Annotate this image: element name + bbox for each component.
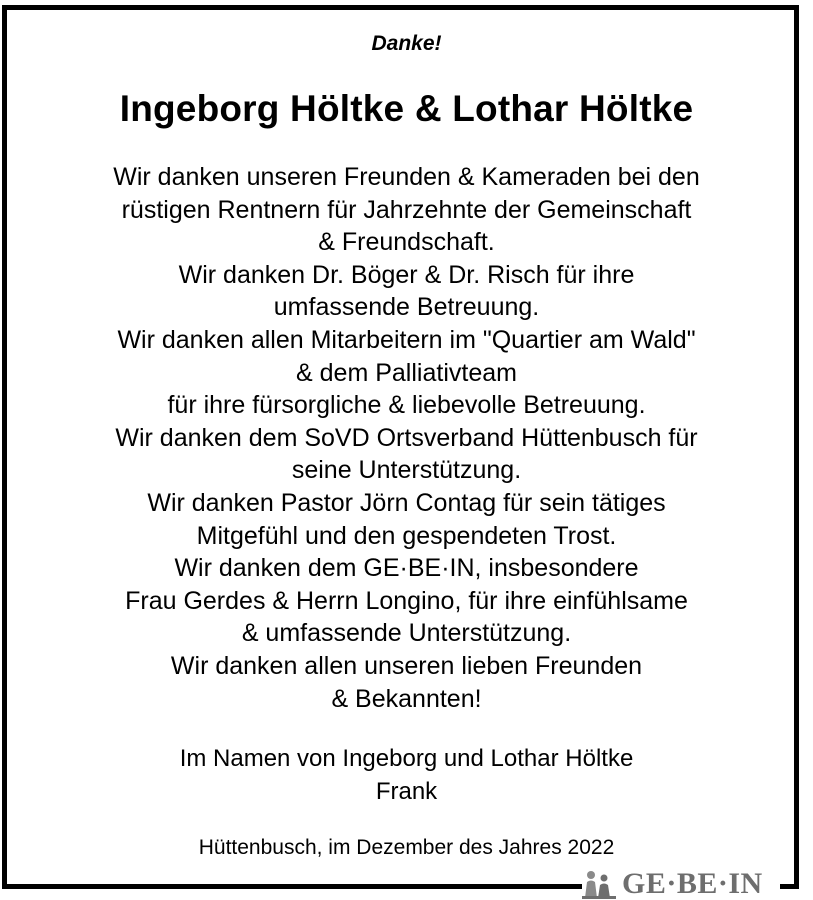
thanks-line: Mitgefühl und den gespendeten Trost. xyxy=(196,521,617,550)
place-date: Hüttenbusch, im Dezember des Jahres 2022 xyxy=(198,836,615,859)
thanks-line: Frau Gerdes & Herrn Longino, für ihre einfühlsame xyxy=(125,586,688,615)
thanks-line: & Bekannten! xyxy=(331,684,482,713)
signature-name: Frank xyxy=(375,778,438,805)
thanks-line: Wir danken allen Mitarbeitern im "Quartier am Wald" xyxy=(117,325,696,354)
thanks-line: Wir danken dem GE·BE·IN, insbesondere xyxy=(174,554,639,583)
thanks-line: & Freundschaft. xyxy=(318,228,495,257)
signature-block xyxy=(0,742,813,808)
thanks-line: Wir danken unseren Freunden & Kameraden bei den xyxy=(113,163,700,191)
thanks-line: & dem Palliativteam xyxy=(296,358,517,387)
deceased-names: Ingeborg Höltke & Lothar Höltke xyxy=(119,88,694,129)
family-figures-icon xyxy=(582,869,616,899)
thanks-line: Wir danken Pastor Jörn Contag für sein tätiges xyxy=(147,488,666,517)
thanks-line: Wir danken allen unseren lieben Freunden xyxy=(170,651,643,680)
thanks-line: Wir danken Dr. Böger & Dr. Risch für ihre xyxy=(178,260,635,289)
thanks-line: umfassende Betreuung. xyxy=(273,293,540,322)
thanks-line: für ihre fürsorgliche & liebevolle Betreuung. xyxy=(167,391,646,420)
thanks-line: rüstigen Rentnern für Jahrzehnte der Gemeinschaft xyxy=(121,195,692,224)
signature-line: Im Namen von Ingeborg und Lothar Höltke xyxy=(179,745,634,772)
thanks-line: seine Unterstützung. xyxy=(291,456,522,485)
thanks-line: Wir danken dem SoVD Ortsverband Hüttenbusch für xyxy=(115,423,698,452)
gebein-logo xyxy=(582,868,780,900)
logo-text: GE·BE·IN xyxy=(622,867,763,900)
notice-heading: Danke! xyxy=(371,32,442,55)
thanks-line: & umfassende Unterstützung. xyxy=(241,619,572,648)
thanks-text xyxy=(0,161,813,715)
